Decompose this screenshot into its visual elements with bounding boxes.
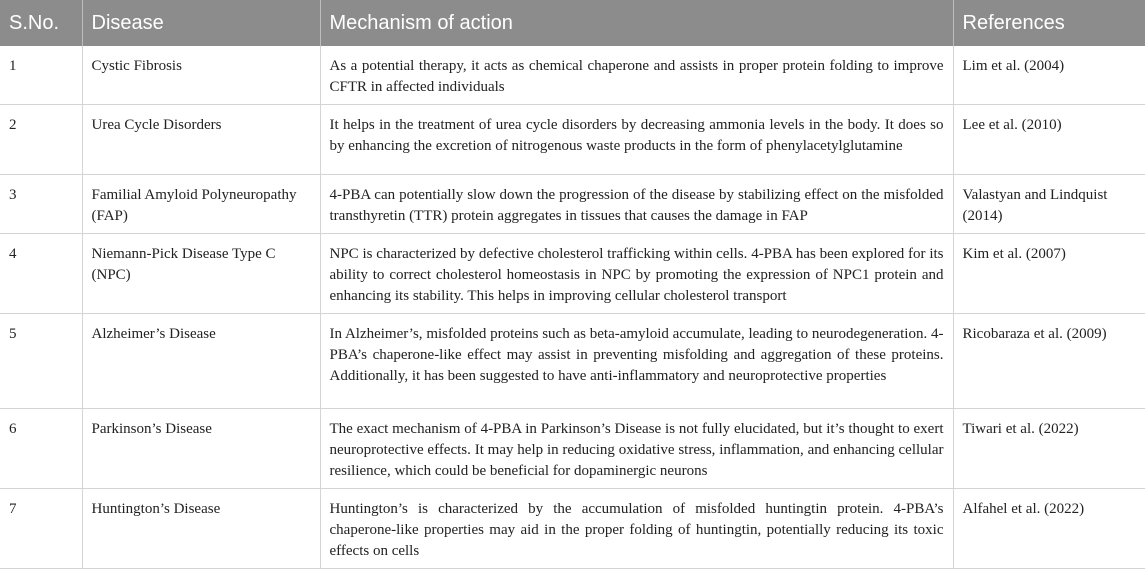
- cell-disease: Urea Cycle Disorders: [82, 105, 320, 175]
- table-header-row: [0, 0, 1145, 46]
- cell-mechanism: The exact mechanism of 4-PBA in Parkinson’s Disease is not fully elucidated, but it’s thought to exert neuroprotective effects. It may help in reducing oxidative stress, inflammation, and enhancing cellular resilience, which could be beneficial for dopaminergic neurons: [320, 409, 953, 489]
- cell-sno: 1: [0, 46, 82, 105]
- cell-disease: Alzheimer’s Disease: [82, 314, 320, 409]
- cell-disease: Cystic Fibrosis: [82, 46, 320, 105]
- table-row: [0, 46, 1145, 105]
- cell-mechanism: NPC is characterized by defective cholesterol trafficking within cells. 4-PBA has been explored for its ability to correct cholesterol homeostasis in NPC by promoting the expression of NPC1 protein and enhancing its stability. This helps in improving cellular cholesterol transport: [320, 234, 953, 314]
- table-row: [0, 409, 1145, 489]
- table-row: [0, 234, 1145, 314]
- cell-mechanism: As a potential therapy, it acts as chemical chaperone and assists in proper protein folding to improve CFTR in affected individuals: [320, 46, 953, 105]
- cell-sno: 5: [0, 314, 82, 409]
- header-disease: Disease: [82, 0, 320, 46]
- cell-sno: 6: [0, 409, 82, 489]
- cell-sno: 3: [0, 175, 82, 234]
- cell-mechanism: Huntington’s is characterized by the accumulation of misfolded huntingtin protein. 4-PBA’s chaperone-like properties may aid in the proper folding of huntingtin, potentially reducing its toxic effects on cells: [320, 489, 953, 569]
- cell-disease: Familial Amyloid Polyneuropathy (FAP): [82, 175, 320, 234]
- cell-reference: Ricobaraza et al. (2009): [953, 314, 1145, 409]
- cell-reference: Tiwari et al. (2022): [953, 409, 1145, 489]
- cell-mechanism: 4-PBA can potentially slow down the progression of the disease by stabilizing effect on the misfolded transthyretin (TTR) protein aggregates in tissues that causes the damage in FAP: [320, 175, 953, 234]
- table-row: [0, 105, 1145, 175]
- cell-sno: 2: [0, 105, 82, 175]
- cell-reference: Lim et al. (2004): [953, 46, 1145, 105]
- table-body: [0, 46, 1145, 569]
- header-references: References: [953, 0, 1145, 46]
- table-row: [0, 175, 1145, 234]
- header-mechanism: Mechanism of action: [320, 0, 953, 46]
- cell-sno: 7: [0, 489, 82, 569]
- cell-disease: Huntington’s Disease: [82, 489, 320, 569]
- cell-mechanism: In Alzheimer’s, misfolded proteins such as beta-amyloid accumulate, leading to neurodegeneration. 4-PBA’s chaperone-like effect may assist in preventing misfolding and aggregation of these proteins. Additionally, it has been suggested to have anti-inflammatory and neuroprotective properties: [320, 314, 953, 409]
- cell-reference: Kim et al. (2007): [953, 234, 1145, 314]
- cell-mechanism: It helps in the treatment of urea cycle disorders by decreasing ammonia levels in the body. It does so by enhancing the excretion of nitrogenous waste products in the form of phenylacetylglutamine: [320, 105, 953, 175]
- cell-disease: Niemann-Pick Disease Type C (NPC): [82, 234, 320, 314]
- cell-reference: Valastyan and Lindquist (2014): [953, 175, 1145, 234]
- table-row: [0, 314, 1145, 409]
- header-sno: S.No.: [0, 0, 82, 46]
- cell-sno: 4: [0, 234, 82, 314]
- table-row: [0, 489, 1145, 569]
- cell-reference: Alfahel et al. (2022): [953, 489, 1145, 569]
- cell-reference: Lee et al. (2010): [953, 105, 1145, 175]
- cell-disease: Parkinson’s Disease: [82, 409, 320, 489]
